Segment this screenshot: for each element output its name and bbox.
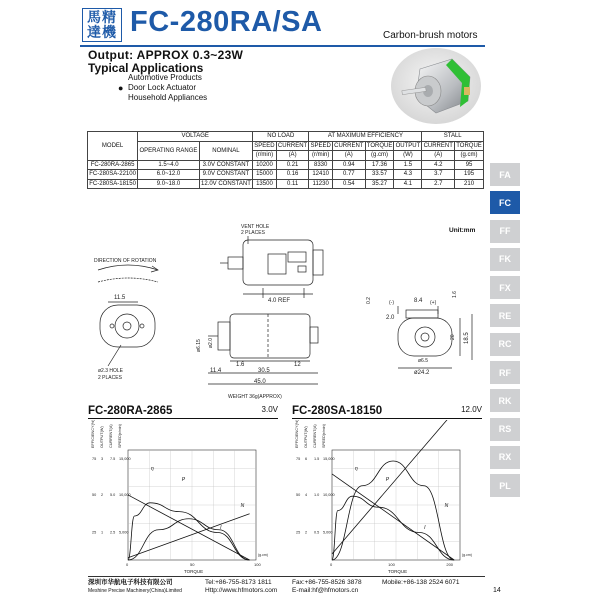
y-tick-label: 5.0	[110, 493, 116, 498]
dim-4-ref: 4.0 REF	[268, 298, 291, 304]
dim-8-4: 8.4	[414, 298, 423, 304]
y-tick-label: 4	[305, 493, 308, 498]
table-cell: 0.16	[276, 170, 309, 180]
dim-2-0: 2.0	[386, 315, 395, 321]
footer-web[interactable]: Http://www.hfmotors.com	[205, 587, 278, 594]
dim-1-6-b: 1.6	[452, 291, 458, 298]
table-cell: 13500	[253, 179, 277, 189]
curve-label: N	[240, 503, 245, 510]
weight-label: WEIGHT 36g(APPROX)	[228, 394, 282, 400]
unit-cell: (g.cm)	[455, 151, 484, 161]
y-tick-label: 50	[92, 493, 97, 498]
y-tick-label: 1	[101, 530, 104, 535]
x-unit-label: (g.cm)	[258, 553, 268, 557]
unit-label: Unit:mm	[449, 227, 476, 234]
table-cell: 0.21	[276, 160, 309, 170]
unit-cell: (r/min)	[309, 151, 333, 161]
application-item: Automotive Products	[128, 73, 202, 82]
y-tick-label: 75	[92, 456, 97, 461]
rotation-view	[94, 258, 158, 282]
table-cell: 3.0V CONSTANT	[199, 160, 252, 170]
col-no-load: NO LOAD	[253, 132, 309, 142]
applications-heading: Typical Applications	[88, 61, 204, 75]
series-line	[332, 496, 454, 560]
y-tick-label: 10,000	[119, 493, 131, 498]
series-line	[128, 519, 250, 560]
table-cell: 33.57	[365, 170, 394, 180]
dim-1-6: 1.6	[236, 362, 245, 368]
footer-fax: Fax:+86-755-8526 3878	[292, 579, 362, 586]
footer-mobile: Mobile:+86-138 2524 6071	[382, 579, 460, 586]
chart-title: FC-280SA-18150	[292, 405, 383, 417]
sub-header: TORQUE	[366, 142, 393, 149]
bullet-icon: ●	[118, 83, 124, 93]
y-tick-label: 3	[101, 456, 104, 461]
end-view	[98, 295, 155, 381]
dim-18-5: 18.5	[464, 332, 470, 344]
chart-header	[292, 405, 482, 419]
tab-pl[interactable]: PL	[490, 474, 520, 497]
table-cell: 11230	[309, 179, 333, 189]
table-cell: 1.5~4.0	[138, 160, 200, 170]
y-tick-label: 75	[296, 456, 301, 461]
series-tabs	[490, 163, 520, 503]
sub-header: SPEED	[310, 142, 331, 149]
x-unit-label: (g.cm)	[462, 553, 472, 557]
application-item: Household Appliances	[128, 93, 208, 102]
hole-label: ø2.3 HOLE	[98, 368, 124, 374]
x-tick-label: 200	[446, 562, 454, 567]
x-tick-label: 100	[388, 562, 395, 567]
table-cell: 195	[455, 170, 484, 180]
x-axis-label: TORQUE	[388, 569, 408, 574]
y-tick-label: 1.5	[314, 456, 320, 461]
sub-header: TORQUE	[456, 142, 482, 149]
table-cell: FC-280RA-2865	[88, 160, 138, 170]
axis-column-label: SPEED(r/min)	[322, 424, 326, 448]
unit-cell: (A)	[276, 151, 309, 161]
performance-chart-1	[88, 420, 278, 575]
table-cell: 95	[455, 160, 484, 170]
unit-cell: (r/min)	[253, 151, 277, 161]
tab-rs[interactable]: RS	[490, 418, 520, 441]
curve-label: P	[181, 476, 186, 483]
dim-45: 45.0	[254, 379, 266, 385]
chart-panel-2	[292, 405, 482, 419]
table-cell: 8330	[309, 160, 333, 170]
rear-view	[366, 291, 472, 376]
table-row	[88, 160, 484, 170]
table-cell: FC-280SA-18150	[89, 180, 136, 187]
vent-hole-label: VENT HOLE	[241, 224, 270, 230]
chart-voltage: 3.0V	[261, 405, 278, 414]
tab-rc[interactable]: RC	[490, 333, 520, 356]
table-cell: 2.7	[422, 179, 455, 189]
table-cell: 10200	[253, 160, 277, 170]
y-tick-label: 0.5	[314, 530, 320, 535]
x-tick-label: 0	[330, 562, 333, 567]
sub-header: CURRENT	[334, 142, 364, 149]
table-cell: 0.94	[332, 160, 365, 170]
table-cell: 17.36	[365, 160, 394, 170]
motor-photo	[390, 47, 482, 125]
table-cell: 3.7	[422, 170, 455, 180]
axis-column-label: OUTPUT(W)	[100, 426, 104, 448]
minus-terminal: (-)	[389, 300, 394, 306]
dim-24-2: ø24.2	[414, 370, 430, 376]
plus-terminal: (+)	[430, 300, 437, 306]
curve-label: N	[444, 503, 449, 510]
series-line	[128, 514, 250, 558]
company-name-en: Meshine Precise Machinery(China)Limited	[88, 588, 182, 594]
tab-rk[interactable]: RK	[490, 389, 520, 412]
axis-column-label: CURRENT(A)	[109, 424, 113, 448]
curve-label: I	[220, 525, 222, 532]
x-tick-label: 50	[190, 562, 195, 567]
tab-fa[interactable]: FA	[490, 163, 520, 186]
unit-cell: (W)	[394, 151, 422, 161]
y-tick-label: 7.5	[110, 456, 116, 461]
page-subtitle: Carbon-brush motors	[383, 30, 478, 41]
sub-header: OUTPUT	[395, 142, 421, 149]
chart-header	[88, 405, 278, 419]
footer-divider	[88, 576, 485, 577]
y-tick-label: 2.5	[110, 530, 116, 535]
curve-label: η	[151, 465, 154, 472]
dim-6-15: ø6.15	[196, 339, 202, 352]
unit-cell: (g.cm)	[365, 151, 394, 161]
curve-label: I	[424, 525, 426, 532]
footer-company	[88, 579, 182, 595]
footer-contact-2	[292, 579, 362, 595]
col-operating-range: OPERATING RANGE	[138, 141, 200, 160]
y-tick-label: 10,000	[323, 493, 335, 498]
sub-header: CURRENT	[277, 142, 308, 149]
axis-column-label: OUTPUT(W)	[304, 426, 308, 448]
table-cell: 6.0~12.0	[138, 170, 200, 180]
table-cell: 35.27	[365, 179, 394, 189]
x-axis-label: TORQUE	[184, 569, 204, 574]
y-tick-label: 6	[305, 456, 308, 461]
y-tick-label: 5,000	[119, 530, 129, 535]
y-tick-label: 1.0	[314, 493, 320, 498]
tab-fc[interactable]: FC	[490, 191, 520, 214]
tab-rf[interactable]: RF	[490, 361, 520, 384]
x-tick-label: 100	[254, 562, 261, 567]
table-cell: 4.3	[394, 170, 422, 180]
brand-logo: 馬精達機	[82, 8, 122, 42]
chart-panel-1	[88, 405, 278, 419]
footer-email[interactable]: E-mail:hf@hfmotors.cn	[292, 587, 359, 594]
dim-12: 12	[294, 362, 301, 368]
curve-label: η	[355, 465, 358, 472]
table-cell: 9.0~18.0	[138, 179, 200, 189]
table-cell: 210	[455, 179, 484, 189]
sub-header: SPEED	[254, 142, 275, 149]
dim-2: ø2.0	[208, 337, 214, 348]
tab-fx[interactable]: FX	[490, 276, 520, 299]
y-tick-label: 25	[92, 530, 97, 535]
y-tick-label: 15,000	[323, 456, 335, 461]
rotation-label: DIRECTION OF ROTATION	[94, 258, 157, 264]
y-tick-label: 50	[296, 493, 301, 498]
table-cell: 1.5	[394, 160, 422, 170]
footer-tel: Tel:+86-755-8173 1811	[205, 579, 272, 586]
vent-places-label: 2 PLACES	[241, 230, 265, 236]
y-tick-label: 25	[296, 530, 301, 535]
spec-table	[87, 131, 484, 189]
output-range: Output: APPROX 0.3~23W	[88, 48, 244, 62]
table-cell: 15000	[253, 170, 277, 180]
dim-20: 20	[450, 334, 456, 340]
side-view	[196, 314, 318, 400]
table-cell: 0.77	[332, 170, 365, 180]
axis-column-label: EFFICIENCY(%)	[295, 420, 299, 448]
tab-fk[interactable]: FK	[490, 248, 520, 271]
col-voltage: VOLTAGE	[138, 132, 253, 142]
dim-11-5: 11.5	[114, 295, 126, 301]
series-line	[332, 474, 454, 560]
table-cell: 12410	[309, 170, 333, 180]
dim-30-5: 30.5	[258, 368, 270, 374]
chart-title: FC-280RA-2865	[88, 405, 173, 417]
dim-11-4: 11.4	[210, 368, 222, 374]
curve-label: P	[385, 476, 390, 483]
table-cell: 4.2	[422, 160, 455, 170]
table-cell: 0.11	[276, 179, 309, 189]
footer-contact-1	[205, 579, 277, 595]
table-cell: FC-280SA-22100	[89, 171, 136, 178]
x-tick-label: 0	[126, 562, 129, 567]
dim-6-5: ø6.5	[418, 358, 429, 364]
unit-cell: (A)	[332, 151, 365, 161]
page-title: FC-280RA/SA	[130, 6, 323, 38]
y-tick-label: 15,000	[119, 456, 131, 461]
table-row	[88, 170, 484, 180]
performance-chart-2	[292, 420, 482, 575]
col-stall: STALL	[422, 132, 484, 142]
tab-rx[interactable]: RX	[490, 446, 520, 469]
applications-list	[118, 73, 208, 103]
axis-column-label: SPEED(r/min)	[118, 424, 122, 448]
y-tick-label: 2	[101, 493, 104, 498]
axis-column-label: EFFICIENCY(%)	[91, 420, 95, 448]
axis-column-label: CURRENT(A)	[313, 424, 317, 448]
table-cell: 12.0V CONSTANT	[200, 180, 251, 187]
table-cell: 4.1	[394, 179, 422, 189]
hole-places-label: 2 PLACES	[98, 375, 122, 381]
y-tick-label: 2	[305, 530, 308, 535]
table-row	[88, 179, 484, 189]
chart-voltage: 12.0V	[461, 405, 482, 414]
col-model: MODEL	[88, 132, 138, 161]
table-cell: 9.0V CONSTANT	[199, 170, 252, 180]
technical-drawing	[88, 222, 488, 402]
page-number: 14	[493, 587, 501, 594]
tab-re[interactable]: RE	[490, 304, 520, 327]
top-view	[220, 224, 323, 304]
unit-cell: (A)	[422, 151, 455, 161]
col-max-efficiency: AT MAXIMUM EFFICIENCY	[309, 132, 422, 142]
dim-0-2: 0.2	[366, 297, 372, 304]
y-tick-label: 5,000	[323, 530, 333, 535]
table-cell: 0.54	[332, 179, 365, 189]
application-item: ● Door Lock Actuator	[118, 83, 197, 93]
company-name-cn: 深圳市华航电子科技有限公司	[88, 579, 173, 586]
tab-ff[interactable]: FF	[490, 220, 520, 243]
col-nominal: NOMINAL	[199, 141, 252, 160]
sub-header: CURRENT	[423, 142, 453, 149]
